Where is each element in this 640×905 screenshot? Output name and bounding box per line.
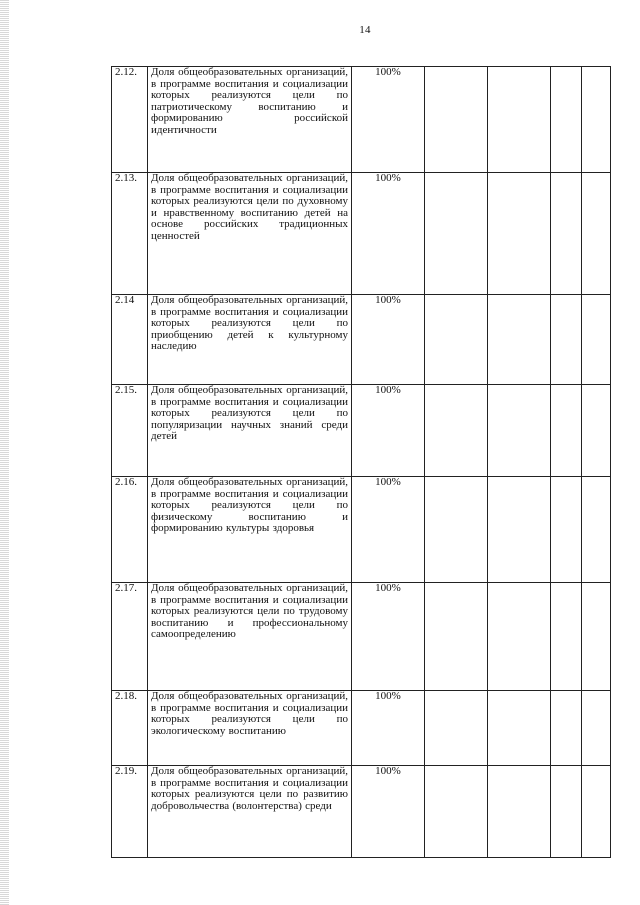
empty-cell [582, 691, 611, 766]
row-description: Доля общеобразовательных организаций, в программе воспитания и социализации которых реализуются цели по физическому воспитанию и формированию культуры здоровья [148, 477, 352, 583]
empty-cell [582, 477, 611, 583]
empty-cell [551, 583, 582, 691]
row-description: Доля общеобразовательных организаций, в программе воспитания и социализации которых реализуются цели по трудовому воспитанию и профессиональному самоопределению [148, 583, 352, 691]
row-description: Доля общеобразовательных организаций, в программе воспитания и социализации которых реализуются цели по приобщению детей к культурному наследию [148, 295, 352, 385]
indicators-table [111, 66, 611, 858]
row-description: Доля общеобразовательных организаций, в программе воспитания и социализации которых реализуются цели по патриотическому воспитанию и формированию российской идентичности [148, 67, 352, 173]
row-description: Доля общеобразовательных организаций, в программе воспитания и социализации которых реализуются цели по развитию добровольчества (волонтерства) среди [148, 766, 352, 858]
row-description: Доля общеобразовательных организаций, в программе воспитания и социализации которых реализуются цели по экологическому воспитанию [148, 691, 352, 766]
table-row [112, 385, 611, 477]
empty-cell [488, 691, 551, 766]
empty-cell [425, 691, 488, 766]
empty-cell [488, 173, 551, 295]
row-number: 2.19. [112, 766, 148, 858]
row-value: 100% [352, 385, 425, 477]
empty-cell [582, 173, 611, 295]
row-number: 2.15. [112, 385, 148, 477]
empty-cell [551, 173, 582, 295]
table-row [112, 477, 611, 583]
table-row [112, 67, 611, 173]
row-description: Доля общеобразовательных организаций, в программе воспитания и социализации которых реализуются цели по популяризации научных знаний среди детей [148, 385, 352, 477]
row-number: 2.16. [112, 477, 148, 583]
empty-cell [425, 477, 488, 583]
row-value: 100% [352, 67, 425, 173]
empty-cell [582, 766, 611, 858]
empty-cell [425, 67, 488, 173]
empty-cell [551, 385, 582, 477]
row-number: 2.14 [112, 295, 148, 385]
empty-cell [551, 766, 582, 858]
empty-cell [582, 583, 611, 691]
row-value: 100% [352, 766, 425, 858]
empty-cell [488, 385, 551, 477]
empty-cell [488, 477, 551, 583]
empty-cell [551, 67, 582, 173]
empty-cell [551, 295, 582, 385]
table-row [112, 295, 611, 385]
row-number: 2.12. [112, 67, 148, 173]
row-value: 100% [352, 583, 425, 691]
table-row [112, 691, 611, 766]
row-value: 100% [352, 691, 425, 766]
empty-cell [488, 766, 551, 858]
empty-cell [582, 295, 611, 385]
empty-cell [488, 67, 551, 173]
row-number: 2.13. [112, 173, 148, 295]
empty-cell [582, 67, 611, 173]
empty-cell [551, 477, 582, 583]
empty-cell [425, 173, 488, 295]
empty-cell [551, 691, 582, 766]
scan-edge-pattern [0, 0, 9, 905]
empty-cell [425, 385, 488, 477]
empty-cell [488, 583, 551, 691]
row-number: 2.17. [112, 583, 148, 691]
table-row [112, 583, 611, 691]
table-row [112, 173, 611, 295]
row-value: 100% [352, 173, 425, 295]
row-description: Доля общеобразовательных организаций, в программе воспитания и социализации которых реализуются цели по духовному и нравственному воспитанию детей на основе российских традиционных ценностей [148, 173, 352, 295]
empty-cell [582, 385, 611, 477]
row-value: 100% [352, 295, 425, 385]
empty-cell [425, 295, 488, 385]
page-number: 14 [359, 24, 371, 36]
row-number: 2.18. [112, 691, 148, 766]
empty-cell [488, 295, 551, 385]
table-row [112, 766, 611, 858]
empty-cell [425, 766, 488, 858]
row-value: 100% [352, 477, 425, 583]
empty-cell [425, 583, 488, 691]
